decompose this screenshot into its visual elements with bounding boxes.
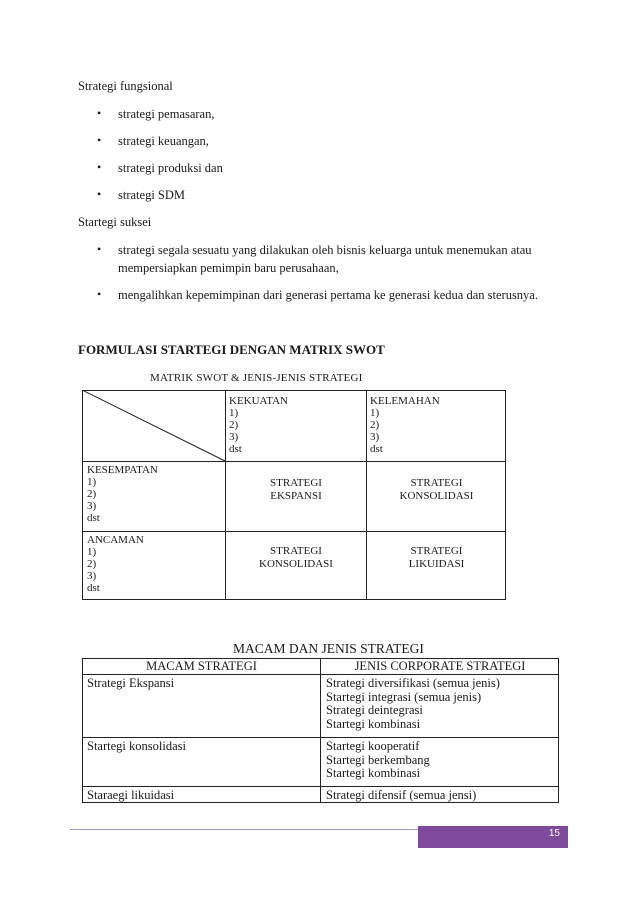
kesempatan-list xyxy=(87,464,158,524)
kelemahan-label: KELEMAHAN xyxy=(370,395,440,407)
list-item: 3) xyxy=(370,431,380,443)
jenis-item: Strategi difensif (semua jensi) xyxy=(326,788,477,802)
strategy-cell xyxy=(226,545,366,571)
swot-title: MATRIK SWOT & JENIS-JENIS STRATEGI xyxy=(150,372,363,384)
list-item: dst xyxy=(370,443,383,455)
macam-cell: Staraegi likuidasi xyxy=(87,788,175,802)
table-divider xyxy=(82,786,559,787)
jenis-item: Startegi kooperatif xyxy=(326,739,420,753)
kesempatan-label: KESEMPATAN xyxy=(87,464,158,476)
jenis-cell xyxy=(326,789,476,803)
list-item: 2) xyxy=(87,488,97,500)
list-item: 3) xyxy=(229,431,239,443)
bullet: • xyxy=(97,187,102,201)
footer-line xyxy=(70,829,418,830)
strategy-label: LIKUIDASI xyxy=(408,558,465,570)
section-heading: FORMULASI STARTEGI DENGAN MATRIX SWOT xyxy=(78,342,385,357)
fungsional-item: strategi SDM xyxy=(118,188,186,202)
list-item: 2) xyxy=(87,558,97,570)
fungsional-item: strategi keuangan, xyxy=(118,134,209,148)
strategy-label: KONSOLIDASI xyxy=(259,558,333,570)
strategy-label: EKSPANSI xyxy=(270,490,322,502)
list-item: 3) xyxy=(87,500,97,512)
strategy-label: STRATEGI xyxy=(410,477,463,489)
fungsional-item: strategi produksi dan xyxy=(118,161,223,175)
list-item: 2) xyxy=(370,419,380,431)
list-item: dst xyxy=(87,582,100,594)
list-item: 2) xyxy=(229,419,239,431)
ancaman-list xyxy=(87,534,144,594)
table-divider xyxy=(320,658,321,803)
strategy-cell xyxy=(367,477,506,503)
table-divider xyxy=(82,674,559,675)
bullet: • xyxy=(97,242,102,256)
macam-cell: Startegi konsolidasi xyxy=(87,739,186,753)
jenis-item: Startegi kombinasi xyxy=(326,716,421,731)
jenis-cell xyxy=(326,740,430,781)
suksesi-item-line: strategi segala sesuatu yang dilakukan oleh bisnis keluarga untuk menemukan atau xyxy=(118,243,532,257)
column-header: MACAM STRATEGI xyxy=(146,659,257,673)
swot-divider xyxy=(82,531,506,532)
list-item: 1) xyxy=(229,407,239,419)
list-item: dst xyxy=(229,443,242,455)
column-header: JENIS CORPORATE STRATEGI xyxy=(354,659,526,673)
jenis-item: Startegi berkembang xyxy=(326,752,430,767)
strategy-cell xyxy=(226,477,366,503)
list-item: 1) xyxy=(87,476,97,488)
strategy-label: STRATEGI xyxy=(410,545,463,557)
strategy-cell xyxy=(367,545,506,571)
strategy-label: KONSOLIDASI xyxy=(399,490,474,502)
list-item: dst xyxy=(87,512,100,524)
jenis-item: Strategi diversifikasi (semua jenis) xyxy=(326,676,500,690)
list-item: 1) xyxy=(370,407,380,419)
bullet: • xyxy=(97,287,102,301)
macam-title: MACAM DAN JENIS STRATEGI xyxy=(233,641,424,656)
jenis-cell xyxy=(326,677,500,731)
suksesi-item-line: mempersiapkan pemimpin baru perusahaan, xyxy=(118,261,339,275)
macam-cell: Strategi Ekspansi xyxy=(87,676,175,690)
suksesi-title: Startegi suksei xyxy=(78,215,152,229)
jenis-item: Startegi integrasi (semua jenis) xyxy=(326,689,482,704)
diagonal-line xyxy=(82,390,226,462)
suksesi-item: mengalihkan kepemimpinan dari generasi pertama ke generasi kedua dan sterusnya. xyxy=(118,288,538,302)
kekuatan-list xyxy=(229,395,288,455)
page-number: 15 xyxy=(418,826,568,848)
kelemahan-list xyxy=(370,395,440,455)
ancaman-label: ANCAMAN xyxy=(87,534,144,546)
bullet: • xyxy=(97,133,102,147)
bullet: • xyxy=(97,106,102,120)
fungsional-item: strategi pemasaran, xyxy=(118,107,215,121)
jenis-item: Startegi kombinasi xyxy=(326,766,421,780)
list-item: 3) xyxy=(87,570,97,582)
bullet: • xyxy=(97,160,102,174)
kekuatan-label: KEKUATAN xyxy=(229,395,289,407)
strategy-label: STRATEGI xyxy=(270,545,322,557)
strategy-label: STRATEGI xyxy=(270,477,322,489)
table-divider xyxy=(82,737,559,738)
jenis-item: Strategi deintegrasi xyxy=(326,703,423,717)
fungsional-title: Strategi fungsional xyxy=(78,79,173,93)
list-item: 1) xyxy=(87,546,97,558)
